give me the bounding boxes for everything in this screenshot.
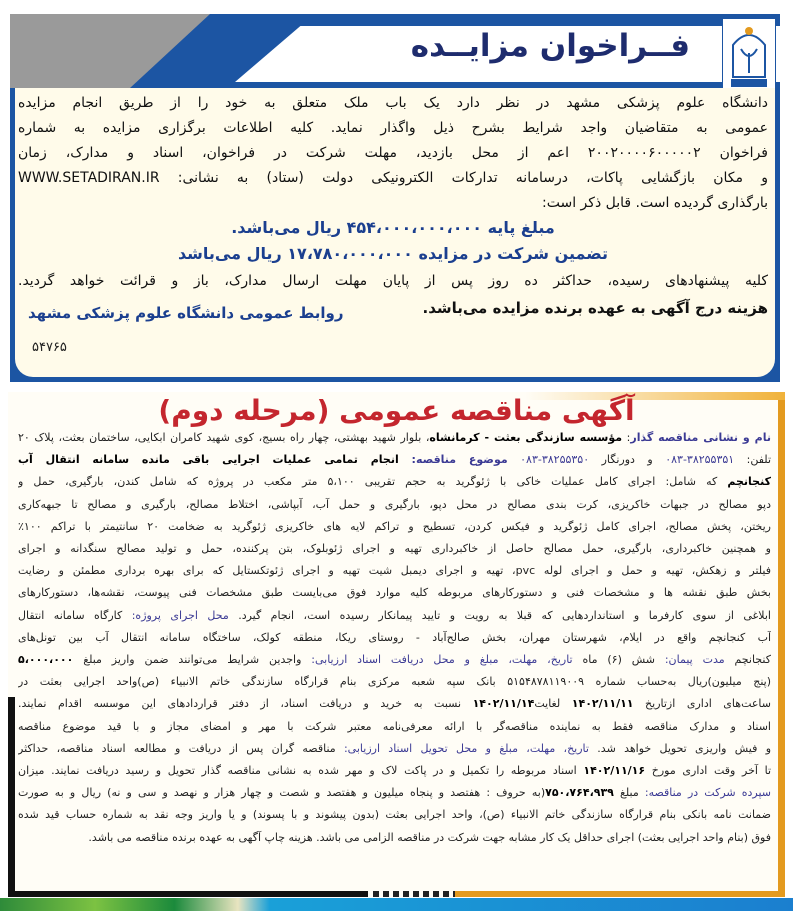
tender-text-line [18,583,771,603]
text-segment: اسناد و مدارک مناقصه فقط به نماینده مناقصه‌گر با ارائه معرفی‌نامه معتبر شرکت با مهر و امضای مجاز و با قید موضوع مناقصه [18,719,771,733]
highlighted-segment: ۱۴۰۲/۱۱/۱۶ [583,764,646,777]
text-segment: مناقصه گران پس از دریافت و مطالعه اسناد مناقصه، حداکثر [18,741,344,755]
university-logo-icon [727,23,771,89]
text-segment: و فیش واریزی تحویل خواهد شد. [588,741,771,755]
highlighted-segment: ۵،۰۰۰،۰۰۰ [18,653,74,666]
highlighted-segment: ۳۸۲۵۵۳۵۰-۰۸۳ [520,453,590,467]
text-segment: کارگاه سامانه انتقال [18,608,132,622]
tender-text-line [18,450,771,470]
orange-border [778,392,785,897]
auction-text-line: بارگذاری گردیده است. قابل ذکر است: [542,195,768,211]
text-segment: و دورنگار [589,453,666,467]
text-segment [508,453,520,466]
highlighted-segment: تاریخ، مهلت، مبلغ و محل تحویل اسناد ارزیابی: [343,741,589,755]
auction-notice [10,14,780,382]
tender-text-line [18,805,771,825]
auction-text-line: دانشگاه علوم پزشکی مشهد در نظر دارد یک باب ملک متعلق به خود را از طریق انجام مزایده [18,95,768,111]
text-segment: آب کنجانچم واقع در ایلام، شهرستان مهران، بخش صالح‌آباد - روستای ریکا، منطقه کولک، ساختگاه سامانه انتقال آب بین تونل‌های [18,630,771,644]
base-price: مبلغ پایه ۴۵۴،۰۰۰،۰۰۰،۰۰۰ ریال می‌باشد. [231,218,555,237]
text-segment: تلفن: [734,453,771,467]
text-segment: نسبت به خرید و دریافت اسناد، از دفتر قراردادهای این موسسه اقدام نمایند. [18,697,473,711]
highlighted-segment: ۱۴۰۲/۱۱/۱۴ [472,697,535,711]
opening-note: کلیه پیشنهادهای رسیده، حداکثر ده روز پس از پایان مهلت ارسال مدارک، باز و قرائت خواهد گردید. [18,273,768,289]
tender-text-line [18,650,771,670]
text-segment: : [622,431,631,444]
text-segment: کنجانچم [724,653,771,666]
tender-text-line [18,606,771,626]
highlighted-segment: ۳۸۲۵۵۳۵۱-۰۸۳ [665,453,735,467]
next-ad-banner [0,898,793,911]
header-gray-shape [10,14,210,88]
text-segment: (پنج میلیون)ریال به‌حساب شماره ۵۱۵۴۸۷۸۱۱۹۰۰۹ بانک سپه شعبه مرکزی بنام قرارگاه سازندگی خاتم الانبیاء (ص)واحد اجرایی بعثت در [18,675,771,689]
auction-text-line: فراخوان ۲۰۰۲۰۰۰۰۶۰۰۰۰۰۲ اعم از محل بازدید، مهلت شرکت در فراخوان، اسناد و مدارک، زمان [18,145,768,161]
tender-text-line [18,672,771,692]
highlighted-segment: نام و نشانی مناقصه گذار [630,431,771,444]
tender-text-line [18,472,771,492]
highlighted-segment: تاریخ، مهلت، مبلغ و محل دریافت اسناد ارزیابی: [311,653,573,666]
tender-text-line [18,561,771,581]
highlighted-segment: سپرده شرکت در مناقصه: [644,786,771,800]
tender-text-line [18,783,771,803]
highlighted-segment: مدت پیمان: [664,653,725,666]
text-segment: تا آخر وقت اداری مورخ [645,764,771,777]
tender-title: آگهی مناقصه عمومی (مرحله دوم) [158,394,635,427]
highlighted-segment: ۷۵۰،۷۶۴،۹۳۹ [545,786,614,800]
text-segment: ابلاغی از سوی کارفرما و استانداردهایی که قبلا به رویت و تایید پیمانکار رسیده است، انجام گیرد. [228,608,771,622]
tender-text-line [18,717,771,737]
text-segment: لغایت [534,697,572,711]
text-segment: دپو مصالح در جبهات خاکریزی، کرت بندی مصالح در محل دپو، بارگیری و حمل آب، آبپاشی، اختلاط مصالح، بارگیری و مصالح تا جبهه‌کاری [18,497,771,511]
tender-notice [8,392,785,897]
highlighted-segment: ۱۴۰۲/۱۱/۱۱ [571,697,634,711]
tender-text-line [18,539,771,559]
text-segment: اسناد مربوطه را تکمیل و در پاکت لاک و مهر شده به نشانی مناقصه گذار تحویل و رسید دریافت نمایند. میزان [18,764,584,777]
text-segment: که شامل: اجرای کامل عملیات خاکی با ژئوگرید به حجم تقریبی ۵،۱۰۰ متر مکعب در پروژه که شامل کندن، بارگیری، حمل و [18,475,728,489]
highlighted-segment: انجام تمامی عملیات اجرایی باقی مانده سامانه انتقال آب [18,453,412,467]
text-segment: بخش طبق نقشه ها و مشخصات فنی و دستورکارهای مربوطه کلیه موارد فوق می‌بایست طبق مشخصات فنی پیوست، نقشه‌ها، دستورکارهای [18,586,771,600]
tender-text-line [18,739,771,759]
participation-guarantee: تضمین شرکت در مزایده ۱۷،۷۸۰،۰۰۰،۰۰۰ ریال می‌باشد [177,244,609,263]
bottom-black-bar [8,891,368,897]
tender-text-line [18,495,771,515]
auction-text-line: عمومی به متقاضیان واجد شرایط بشرح ذیل واگذار نماید. کلیه اطلاعات برگزاری مزایده به شماره [18,120,768,136]
tender-text-line [18,428,771,448]
tender-text-line [18,828,771,848]
university-logo [722,18,776,94]
text-segment: ساعت‌های اداری ازتاریخ [633,697,771,711]
tender-text-line [18,694,771,714]
text-segment: شش (۶) ماه [572,653,665,666]
tender-text-line [18,628,771,648]
highlighted-segment: کنجانچم [727,475,771,489]
text-segment: فوق (بنام واحد اجرایی بعثت) اجرای حداقل یک کار مشابه جهت شرکت در مناقصه الزامی می باشد. هزینه چاپ آگهی به عهده برنده مناقصه می باشد. [88,830,771,844]
text-segment: فیلتر و زهکش، تهیه و حمل و اجرای لوله pvc، تهیه و اجرای دیمبل شیت تهیه و اجرای ژئوتکستایل که برای بهره برداری مطمئن و رضایت [18,564,771,578]
text-segment: (به حروف : هفتصد و پنجاه میلیون و هفتصد و شصت و چهار هزار و نهصد و سی و نه) ریال و به صورت [18,786,546,800]
text-segment: و همچنین خاکبرداری، بارگیری، حمل مصالح حاصل از خاکبرداری تهیه و اجرای ژئوبلوک، بتن پرکننده، حمل و تولید مصالح سنگدانه و اجرای [18,542,771,555]
tender-text-line [18,517,771,537]
black-border [8,697,15,897]
bottom-orange-bar [455,891,785,897]
text-segment: ریختن، پخش مصالح، اجرای کامل ژئوگرید و فیکس کردن، تسطیح و تراکم لایه های خاکریزی ژئوگرید به ضخامت ۲۰ سانتیمتر با تراکم ۱۰۰٪ [18,519,771,533]
tender-text-line [18,761,771,781]
text-segment: ، بلوار شهید بهشتی، چهار راه بسیج، کوی شهید کامران ابکایی، ساختمان بعثت، پلاک ۲۰ [18,431,430,444]
highlighted-segment: موضوع مناقصه: [411,453,508,467]
text-segment: ضمانت نامه بانکی بنام قرارگاه سازندگی خاتم الانبیاء (ص)، واحد اجرایی بعثت (بدون پیشوند و با پسوند) و یا واریز وجه نقد به شماره حساب قید شده [18,808,771,822]
highlighted-segment: مؤسسه سازندگی بعثت - کرمانشاه [429,431,623,444]
signature: روابط عمومی دانشگاه علوم پزشکی مشهد [28,304,344,322]
highlighted-segment: محل اجرای پروژه: [131,608,229,622]
text-segment: واجدین شرایط می‌توانند ضمن واریز مبلغ [73,653,312,666]
ad-code: ۵۴۷۶۵ [32,340,67,355]
auction-title: فــراخوان مزایــده [410,28,690,64]
auction-text-line: و مکان بازگشایی پاکات، درسامانه تدارکات الکترونیکی دولت (ستاد) به نشانی: WWW.SETADIRAN.IR [18,170,768,186]
cost-note: هزینه درج آگهی به عهده برنده مزایده می‌باشد. [422,299,768,317]
text-segment: مبلغ [613,786,645,800]
